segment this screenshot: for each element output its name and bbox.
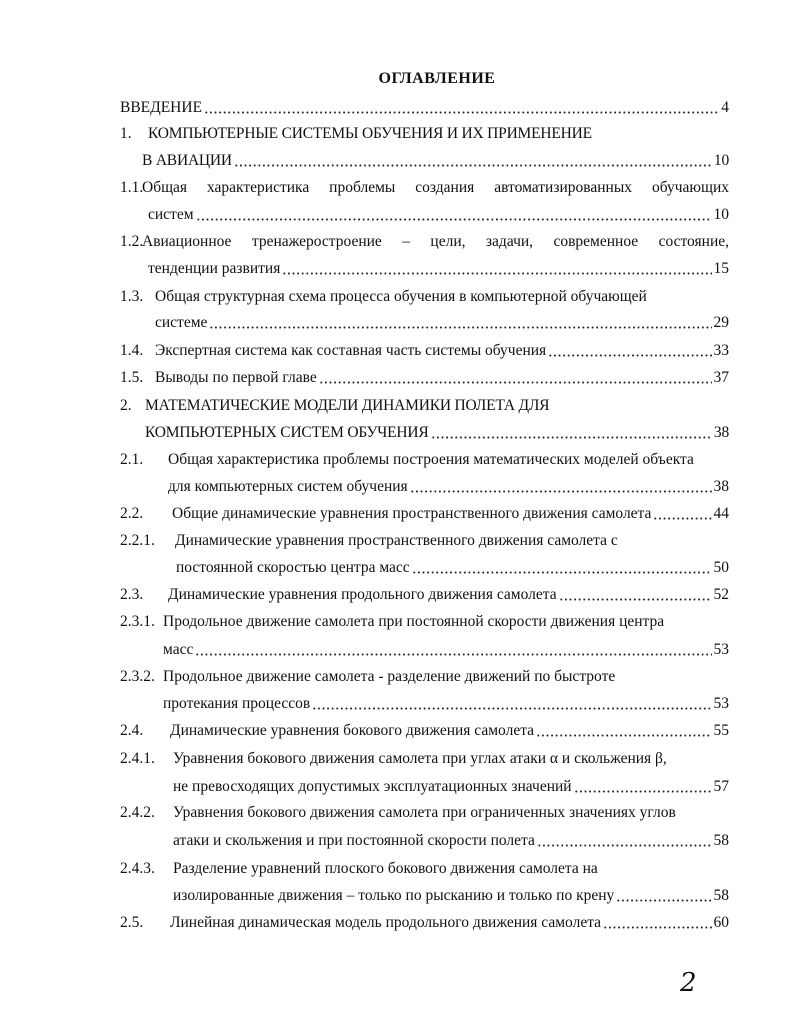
dot-leader xyxy=(195,653,711,656)
toc-entry-1-3-title: системе xyxy=(155,314,208,331)
toc-entry-2-4-2-line[interactable] xyxy=(173,803,729,823)
toc-entry-2-2-number: 2.2. xyxy=(120,505,144,522)
toc-entry-2-1-title: Общая характеристика проблемы построения математических моделей объекта xyxy=(168,451,694,468)
dot-leader xyxy=(653,517,711,520)
toc-entry-1-1-page: 10 xyxy=(713,206,729,223)
handwritten-page-number: 2 xyxy=(680,968,697,998)
toc-entry-2-4-2-page: 58 xyxy=(713,832,729,849)
toc-entry-2-4-1-page: 57 xyxy=(713,778,729,795)
toc-entry-1-2[interactable] xyxy=(148,259,729,279)
toc-entry-2-4-2-number: 2.4.2. xyxy=(120,804,155,821)
toc-entry-2-line[interactable] xyxy=(145,396,729,416)
toc-entry-2-5-title: Линейная динамическая модель продольного движения самолета xyxy=(170,914,602,931)
toc-entry-1-3-number: 1.3. xyxy=(120,288,144,305)
toc-entry-1-3[interactable] xyxy=(155,313,729,333)
toc-entry-2-4-3-title: изолированные движения – только по рысканию и только по крену xyxy=(173,887,615,904)
toc-entry-1-title: В АВИАЦИИ xyxy=(142,152,232,169)
toc-entry-2-2-page: 44 xyxy=(713,505,729,522)
toc-entry-1-4[interactable] xyxy=(155,341,729,361)
toc-entry-2-1-line[interactable] xyxy=(168,450,729,470)
toc-entry-2-3-1-number: 2.3.1. xyxy=(120,613,155,630)
toc-entry-2-4-1-title: не превосходящих допустимых эксплуатационных значений xyxy=(173,778,572,795)
toc-entry-2-3-2-title: Продольное движение самолета - разделение движений по быстроте xyxy=(163,668,616,685)
dot-leader xyxy=(312,707,711,710)
toc-entry-1-2-line[interactable] xyxy=(142,232,729,252)
toc-entry-2-title: КОМПЬЮТЕРНЫХ СИСТЕМ ОБУЧЕНИЯ xyxy=(145,424,429,441)
toc-entry-1-1-line[interactable] xyxy=(142,178,729,198)
toc-entry-2-4-2-title: атаки и скольжения и при постоянной скорости полета xyxy=(173,832,535,849)
toc-entry-2-2-1-title: Динамические уравнения пространственного движения самолета с xyxy=(175,532,618,549)
toc-entry-2-4-2[interactable] xyxy=(173,831,729,851)
toc-entry-2-2-1[interactable] xyxy=(176,558,729,578)
toc-entry-2-4-1-number: 2.4.1. xyxy=(120,750,155,767)
toc-entry-2-1-number: 2.1. xyxy=(120,451,144,468)
toc-entry-1-title: КОМПЬЮТЕРНЫЕ СИСТЕМЫ ОБУЧЕНИЯ И ИХ ПРИМЕНЕНИЕ xyxy=(148,125,592,142)
toc-entry-1-5-number: 1.5. xyxy=(120,369,144,386)
toc-entry-1-4-number: 1.4. xyxy=(120,342,144,359)
toc-entry-1-3-page: 29 xyxy=(713,314,729,331)
toc-entry-2-4-3-page: 58 xyxy=(713,887,729,904)
toc-entry-2-4-3-title: Разделение уравнений плоского бокового движения самолета на xyxy=(173,860,598,877)
dot-leader xyxy=(536,734,711,737)
toc-entry-2-3-title: Динамические уравнения продольного движения самолета xyxy=(168,586,557,603)
toc-entry-2-4-1-title: Уравнения бокового движения самолета при углах атаки α и скольжения β, xyxy=(173,750,667,767)
toc-entry-2-4[interactable] xyxy=(170,721,729,741)
toc-entry-2[interactable] xyxy=(145,423,729,443)
dot-leader xyxy=(574,790,712,793)
toc-entry-1-3-title: Общая структурная схема процесса обучения в компьютерной обучающей xyxy=(155,288,647,305)
toc-entry-2-3-number: 2.3. xyxy=(120,586,144,603)
toc-entry-2-number: 2. xyxy=(120,397,132,414)
toc-entry-2-3-2-title: протекания процессов xyxy=(163,695,311,712)
toc-entry-1-line[interactable] xyxy=(148,124,729,144)
toc-entry-2-2-1-page: 50 xyxy=(713,559,729,576)
dot-leader xyxy=(431,436,712,439)
dot-leader xyxy=(548,354,711,357)
toc-entry-1-page: 10 xyxy=(713,152,729,169)
toc-entry-2-4-number: 2.4. xyxy=(120,722,144,739)
dot-leader xyxy=(196,218,712,221)
toc-entry-1-2-number: 1.2. xyxy=(120,233,144,250)
toc-entry-2-4-title: Динамические уравнения бокового движения самолета xyxy=(170,722,535,739)
toc-entry-2-3[interactable] xyxy=(168,585,729,605)
toc-entry-2-1[interactable] xyxy=(168,477,729,497)
toc-entry-1-2-page: 15 xyxy=(713,260,729,277)
toc-entry-2-3-2-number: 2.3.2. xyxy=(120,668,155,685)
toc-entry-2-4-3-line[interactable] xyxy=(173,859,729,879)
toc-entry-2-3-2-page: 53 xyxy=(713,695,729,712)
toc-entry-2-2-title: Общие динамические уравнения пространственного движения самолета xyxy=(172,505,652,522)
toc-entry-2-title: МАТЕМАТИЧЕСКИЕ МОДЕЛИ ДИНАМИКИ ПОЛЕТА ДЛЯ xyxy=(145,397,550,414)
dot-leader xyxy=(537,844,712,847)
toc-entry-2-3-1[interactable] xyxy=(163,640,729,660)
toc-entry-1-1-title: систем xyxy=(148,206,194,223)
toc-entry-1-2-title: тенденции развития xyxy=(148,260,281,277)
toc-entry-2-5[interactable] xyxy=(170,913,729,933)
toc-entry-1-5-title: Выводы по первой главе xyxy=(155,369,317,386)
toc-entry-2-2-1-line[interactable] xyxy=(175,531,729,551)
toc-entry-intro-page: 4 xyxy=(721,99,729,116)
toc-entry-intro[interactable] xyxy=(120,98,729,118)
toc-entry-1-5-page: 37 xyxy=(713,369,729,386)
toc-entry-1-1-number: 1.1. xyxy=(120,179,144,196)
dot-leader xyxy=(603,926,711,929)
dot-leader xyxy=(209,326,711,329)
toc-entry-2-2-1-title: постоянной скоростью центра масс xyxy=(176,559,410,576)
toc-entry-2-3-1-line[interactable] xyxy=(163,612,729,632)
toc-entry-1[interactable] xyxy=(142,151,729,171)
toc-entry-2-page: 38 xyxy=(713,424,729,441)
toc-entry-2-4-2-title: Уравнения бокового движения самолета при ограниченных значениях углов xyxy=(173,804,676,821)
toc-entry-1-5[interactable] xyxy=(155,368,729,388)
toc-entry-2-4-3-number: 2.4.3. xyxy=(120,860,155,877)
dot-leader xyxy=(616,899,711,902)
dot-leader xyxy=(410,490,712,493)
toc-entry-2-3-2-line[interactable] xyxy=(163,667,729,687)
dot-leader xyxy=(282,272,711,275)
toc-entry-2-3-1-title: Продольное движение самолета при постоянной скорости движения центра xyxy=(163,613,665,630)
toc-entry-1-4-page: 33 xyxy=(713,342,729,359)
toc-entry-1-4-title: Экспертная система как составная часть системы обучения xyxy=(155,342,547,359)
dot-leader xyxy=(319,381,712,384)
toc-entry-1-3-line[interactable] xyxy=(155,287,729,307)
toc-entry-2-3-page: 52 xyxy=(713,586,729,603)
toc-entry-2-4-1-line[interactable] xyxy=(173,749,729,769)
toc-entry-2-2-1-number: 2.2.1. xyxy=(120,532,155,549)
toc-entry-2-2[interactable] xyxy=(172,504,729,524)
dot-leader xyxy=(204,111,719,114)
toc-entry-2-4-3[interactable] xyxy=(173,886,729,906)
toc-entry-2-5-page: 60 xyxy=(713,914,729,931)
toc-entry-2-4-1[interactable] xyxy=(173,777,729,797)
toc-entry-2-5-number: 2.5. xyxy=(120,914,144,931)
toc-entry-2-3-2[interactable] xyxy=(163,694,729,714)
toc-entry-2-3-1-title: масс xyxy=(163,641,194,658)
dot-leader xyxy=(234,164,712,167)
toc-entry-2-1-title: для компьютерных систем обучения xyxy=(168,478,408,495)
toc-entry-2-3-1-page: 53 xyxy=(713,641,729,658)
toc-entry-1-2-title: Авиационное тренажеростроение – цели, задачи, современное состояние, xyxy=(142,233,729,250)
toc-entry-2-1-page: 38 xyxy=(713,478,729,495)
toc-entry-1-1[interactable] xyxy=(148,205,729,225)
toc-title: ОГЛАВЛЕНИЕ xyxy=(378,70,496,87)
dot-leader xyxy=(559,598,712,601)
toc-entry-1-number: 1. xyxy=(120,125,132,142)
toc-entry-1-1-title: Общая характеристика проблемы создания автоматизированных обучающих xyxy=(142,179,729,196)
toc-entry-intro-title: ВВЕДЕНИЕ xyxy=(120,99,203,116)
dot-leader xyxy=(412,571,712,574)
toc-entry-2-4-page: 55 xyxy=(713,722,729,739)
